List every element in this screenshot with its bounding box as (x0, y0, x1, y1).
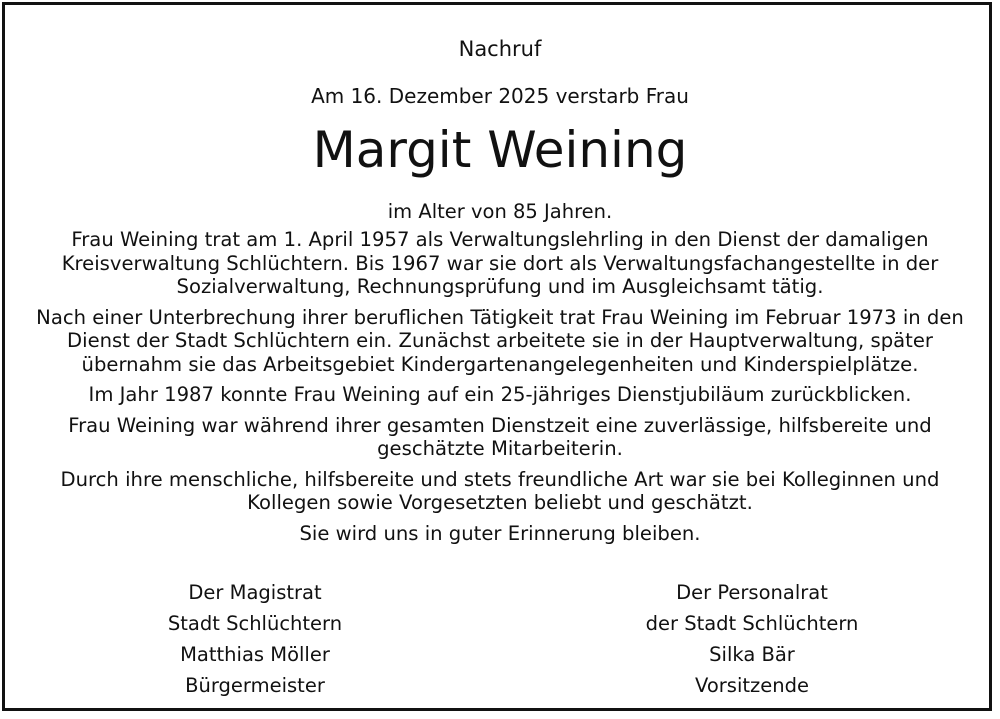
paragraph-career-start: Frau Weining trat am 1. April 1957 als Verwaltungslehrling in den Dienst der damaligen Kreisverwaltung Schlüchtern. Bis 1967 war sie dort als Verwaltungsfachangestellte in der Sozialverwaltung, Rechnungsprüfung und im Ausgleichsamt tätig. (61, 228, 939, 298)
signature-role: Bürgermeister (185, 674, 325, 697)
age-line: im Alter von 85 Jahren. (387, 200, 613, 223)
signature-person: Matthias Möller (180, 643, 330, 666)
notice-intro: Am 16. Dezember 2025 verstarb Frau (311, 84, 689, 108)
paragraph-appreciation: Frau Weining war während ihrer gesamten Dienstzeit eine zuverlässige, hilfsbereite und geschätzte Mitarbeiterin. (68, 413, 932, 460)
deceased-name: Margit Weining (312, 121, 688, 179)
signature-person: Silka Bär (709, 643, 795, 666)
notice-body (31, 228, 969, 552)
paragraph-jubilee: Im Jahr 1987 konnte Frau Weining auf ein 25-jähriges Dienstjubiläum zurückblicken. (88, 383, 912, 406)
paragraph-city-service: Nach einer Unterbrechung ihrer beruflichen Tätigkeit trat Frau Weining im Februar 1973 in den Dienst der Stadt Schlüchtern ein. Zunächst arbeitete sie in der Hauptverwaltung, später übernahm sie das Arbeitsgebiet Kindergartenangelegenheiten und Kinderspielplätze. (36, 305, 964, 376)
signature-org: Der Personalrat (676, 581, 828, 604)
signature-personalrat (587, 577, 917, 701)
notice-border (2, 2, 992, 711)
paragraph-closing: Sie wird uns in guter Erinnerung bleiben. (299, 521, 701, 545)
signature-role: Vorsitzende (695, 674, 809, 697)
paragraph-character: Durch ihre menschliche, hilfsbereite und stets freundliche Art war sie bei Kolleginnen und Kollegen sowie Vorgesetzten beliebt und geschätzt. (60, 467, 940, 514)
notice-title: Nachruf (458, 37, 542, 61)
signature-org: Der Magistrat (188, 581, 322, 604)
signature-city: der Stadt Schlüchtern (645, 612, 859, 635)
signature-city: Stadt Schlüchtern (167, 612, 343, 635)
signature-magistrat (90, 577, 420, 701)
